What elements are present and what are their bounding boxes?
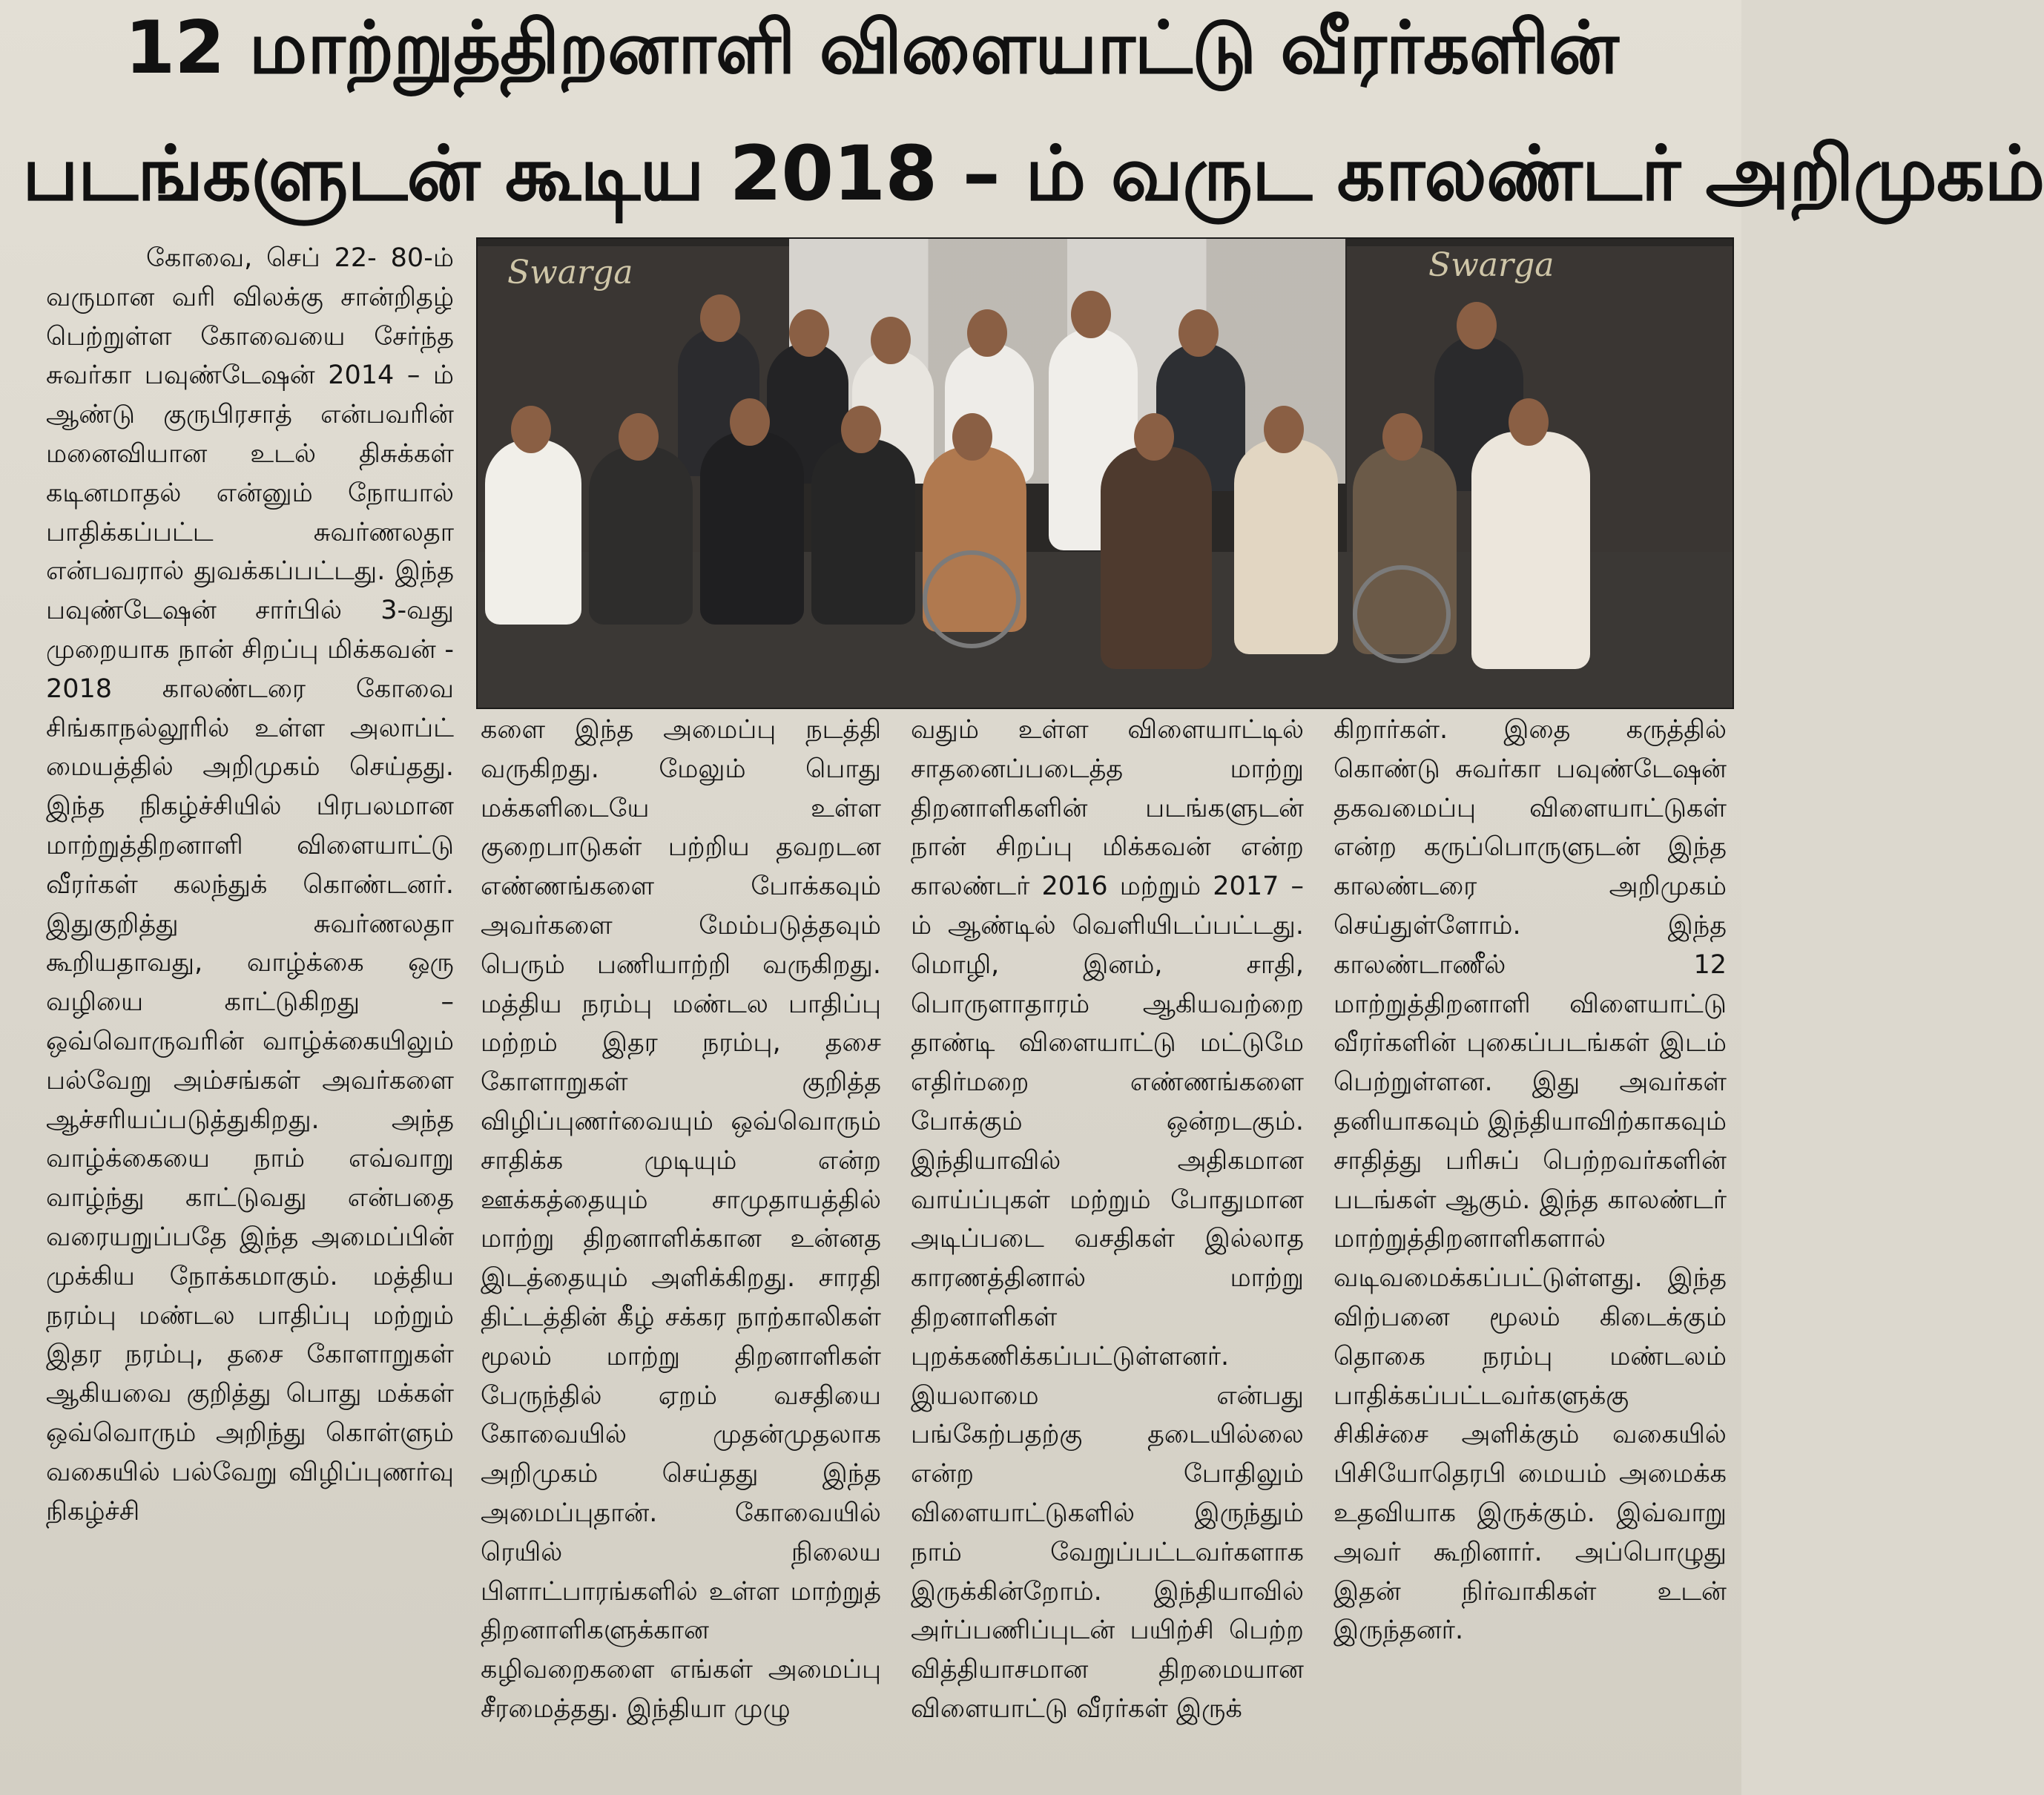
article-text: கிறார்கள். இதை கருத்தில் கொண்டு சுவர்கா பவுண்டேஷன் தகவமைப்பு விளையாட்டுகள் என்ற கருப்பொருளுடன் இந்த காலண்டரை அறிமுகம் செய்துள்ளோம். இந்த காலண்டாணீல் 12 மாற்றுத்திறனாளி விளையாட்டு வீரர்களின் புகைப்படங்கள் இடம் பெற்றுள்ளன. இது அவர்கள் தனியாகவும் இந்தியாவிற்காகவும் சாதித்து பரிசுப் பெற்றவர்களின் படங்கள் ஆகும். இந்த காலண்டர் மாற்றுத்திறனாளிகளால் வடிவமைக்கப்பட்டுள்ளது. இந்த விற்பனை மூலம் கிடைக்கும் தொகை நரம்பு மண்டலம் பாதிக்கப்பட்டவர்களுக்கு சிகிச்சை அளிக்கும் வகையில் பிசியோதெரபி மையம் அமைக்க உதவியாக இருக்கும். இவ்வாறு அவர் கூறினார். அப்பொழுது இதன் நிர்வாகிகள் உடன் இருந்தனர். (1333, 715, 1727, 1646)
person-head (841, 406, 881, 453)
event-photo (476, 237, 1734, 709)
person-head (1509, 398, 1549, 446)
person-seated-1 (485, 439, 581, 625)
article-column-2 (481, 711, 881, 1794)
article-text: வதும் உள்ள விளையாட்டில் சாதனைப்படைத்த மாற்று திறனாளிகளின் படங்களுடன் நான் சிறப்பு மிக்கவன் என்ற காலண்டர் 2016 மற்றும் 2017 – ம் ஆண்டில் வெளியிடப்பட்டது. மொழி, இனம், சாதி, பொருளாதாரம் ஆகியவற்றை தாண்டி விளையாட்டு மட்டுமே எதிர்மறை எண்ணங்களை போக்கும் ஒன்றடகும். இந்தியாவில் அதிகமான வாய்ப்புகள் மற்றும் போதுமான அடிப்படை வசதிகள் இல்லாத காரணத்தினால் மாற்று திறனாளிகள் புறக்கணிக்கப்பட்டுள்ளனர். இயலாமை என்பது பங்கேற்பதற்கு தடையில்லை என்ற போதிலும் விளையாட்டுகளில் இருந்தும் நாம் வேறுப்பட்டவர்களாக இருக்கின்றோம். இந்தியாவில் அர்ப்பணிப்புடன் பயிற்சி பெற்ற வித்தியாசமான திறமையான விளையாட்டு வீரர்கள் இருக் (911, 715, 1304, 1724)
person-head (1071, 291, 1111, 338)
person-head (1178, 309, 1219, 357)
article-text: களை இந்த அமைப்பு நடத்தி வருகிறது. மேலும் பொது மக்களிடையே உள்ள குறைபாடுகள் பற்றிய தவறடன எண்ணங்களை போக்கவும் அவர்களை மேம்படுத்தவும் பெரும் பணியாற்றி வருகிறது. மத்திய நரம்பு மண்டல பாதிப்பு மற்றம் இதர நரம்பு, தசை கோளாறுகள் குறித்த விழிப்புணர்வையும் ஒவ்வொரும் சாதிக்க முடியும் என்ற ஊக்கத்தையும் சாமுதாயத்தில் மாற்று திறனாளிக்கான உன்னத இடத்தையும் அளிக்கிறது. சாரதி திட்டத்தின் கீழ் சக்கர நாற்காலிகள் மூலம் மாற்று திறனாளிகள் பேருந்தில் ஏறம் வசதியை கோவையில் முதன்முதலாக அறிமுகம் செய்தது இந்த அமைப்புதான். கோவையில் ரெயில் நிலைய பிளாட்பாரங்களில் உள்ள மாற்றுத் திறனாளிகளுக்கான கழிவறைகளை எங்கள் அமைப்பு சீரமைத்தது. இந்தியா முழு (481, 715, 881, 1724)
person-seated-9 (1471, 432, 1590, 669)
person-seated-7 (1234, 439, 1338, 654)
person-head (700, 294, 740, 342)
wheelchair-wheel (1353, 565, 1451, 663)
banner-logo-left: Swarga (507, 254, 633, 292)
person-head (1264, 406, 1304, 453)
person-head (1134, 413, 1174, 461)
person-seated-6 (1101, 447, 1212, 669)
person-head (1382, 413, 1422, 461)
article-column-4 (1333, 711, 1727, 1794)
person-seated-2 (589, 447, 693, 625)
headline-line-2: படங்களுடன் கூடிய 2018 – ம் வருட காலண்டர் அறிமுகம் (22, 130, 2044, 218)
headline-line-1: 12 மாற்றுத்திறனாளி விளையாட்டு வீரர்களின் (125, 6, 1618, 90)
banner-logo-right: Swarga (1428, 246, 1555, 284)
person-head (952, 413, 992, 461)
article-column-3 (911, 711, 1304, 1794)
wheelchair-wheel (923, 550, 1021, 648)
person-head (511, 406, 551, 453)
person-seated-4 (811, 439, 915, 625)
person-head (789, 309, 829, 357)
article-column-1 (46, 239, 454, 1789)
article-text: கோவை, செப் 22- 80-ம் வருமான வரி விலக்கு சான்றிதழ் பெற்றுள்ள கோவையை சேர்ந்த சுவர்கா பவுண்டேஷன் 2014 – ம் ஆண்டு குருபிரசாத் என்பவரின் மனைவியான உடல் திசுக்கள் கடினமாதல் என்னும் நோயால் பாதிக்கப்பட்ட சுவர்ணலதா என்பவரால் துவக்கப்பட்டது. இந்த பவுண்டேஷன் சார்பில் 3-வது முறையாக நான் சிறப்பு மிக்கவன் - 2018 காலண்டரை கோவை சிங்காநல்லூரில் உள்ள அலாப்ட் மையத்தில் அறிமுகம் செய்தது. இந்த நிகழ்ச்சியில் பிரபலமான மாற்றுத்திறனாளி விளையாட்டு வீரர்கள் கலந்துக் கொண்டனர். இதுகுறித்து சுவர்ணலதா கூறியதாவது, வாழ்க்கை ஒரு வழியை காட்டுகிறது – ஒவ்வொருவரின் வாழ்க்கையிலும் பல்வேறு அம்சங்கள் அவர்களை ஆச்சரியப்படுத்துகிறது. அந்த வாழ்க்கையை நாம் எவ்வாறு வாழ்ந்து காட்டுவது என்பதை வரையறுப்பதே இந்த அமைப்பின் முக்கிய நோக்கமாகும். மத்திய நரம்பு மண்டல பாதிப்பு மற்றும் இதர நரம்பு, தசை கோளாறுகள் ஆகியவை குறித்து பொது மக்கள் ஒவ்வொரும் அறிந்து கொள்ளும் வகையில் பல்வேறு விழிப்புணர்வு நிகழ்ச்சி (46, 243, 454, 1526)
person-seated-3 (700, 432, 804, 625)
person-head (871, 317, 911, 364)
person-head (730, 398, 770, 446)
person-head (967, 309, 1007, 357)
person-head (619, 413, 659, 461)
person-head (1457, 302, 1497, 349)
